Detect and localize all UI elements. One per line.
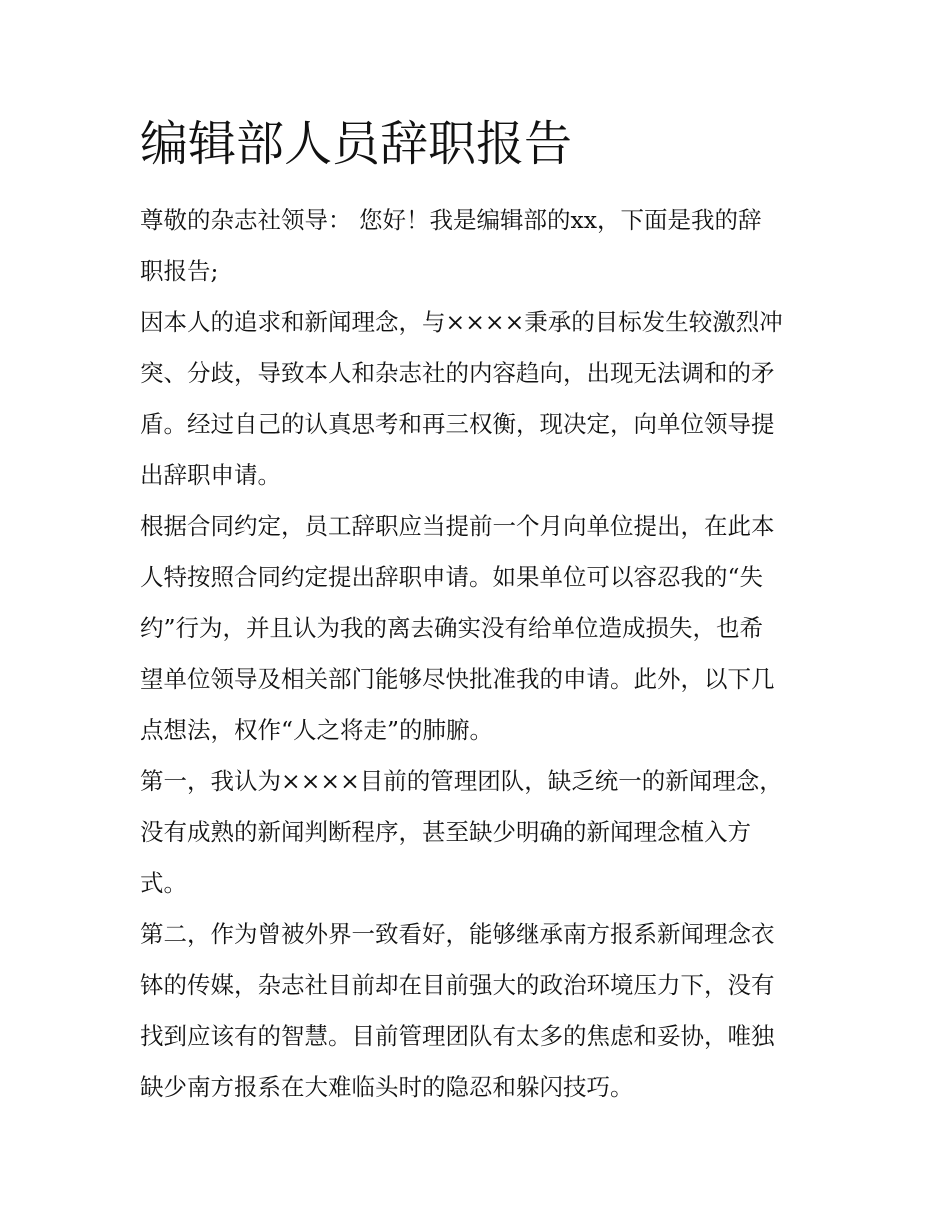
body-line: 出辞职申请。 [140,461,281,489]
body-line: 根据合同约定，员工辞职应当提前一个月向单位提出，在此本 [140,512,775,540]
body-line: 因本人的追求和新闻理念，与××××秉承的目标发生较激烈冲 [140,308,783,336]
body-line: 点想法，权作“人之将走”的肺腑。 [140,716,494,744]
body-line: 突、分歧，导致本人和杂志社的内容趋向，出现无法调和的矛 [140,359,775,387]
body-line: 职报告; [140,257,219,285]
body-line: 缺少南方报系在大难临头时的隐忍和躲闪技巧。 [140,1073,634,1101]
body-line: 没有成熟的新闻判断程序，甚至缺少明确的新闻理念植入方 [140,818,751,846]
body-line: 望单位领导及相关部门能够尽快批准我的申请。此外，以下几 [140,665,775,693]
body-line: 约”行为，并且认为我的离去确实没有给单位造成损失，也希 [140,614,764,642]
body-line: 式。 [140,869,187,897]
body-line: 找到应该有的智慧。目前管理团队有太多的焦虑和妥协，唯独 [140,1022,775,1050]
body-line: 人特按照合同约定提出辞职申请。如果单位可以容忍我的“失 [140,563,764,591]
body-line: 盾。经过自己的认真思考和再三权衡，现决定，向单位领导提 [140,410,775,438]
body-line: 第二，作为曾被外界一致看好，能够继承南方报系新闻理念衣 [140,920,775,948]
document-title: 编辑部人员辞职报告 [140,116,573,172]
body-line: 钵的传媒，杂志社目前却在目前强大的政治环境压力下，没有 [140,971,775,999]
body-line: 第一，我认为××××目前的管理团队，缺乏统一的新闻理念， [140,767,783,795]
body-line: 尊敬的杂志社领导： 您好！我是编辑部的xx，下面是我的辞 [140,206,762,234]
